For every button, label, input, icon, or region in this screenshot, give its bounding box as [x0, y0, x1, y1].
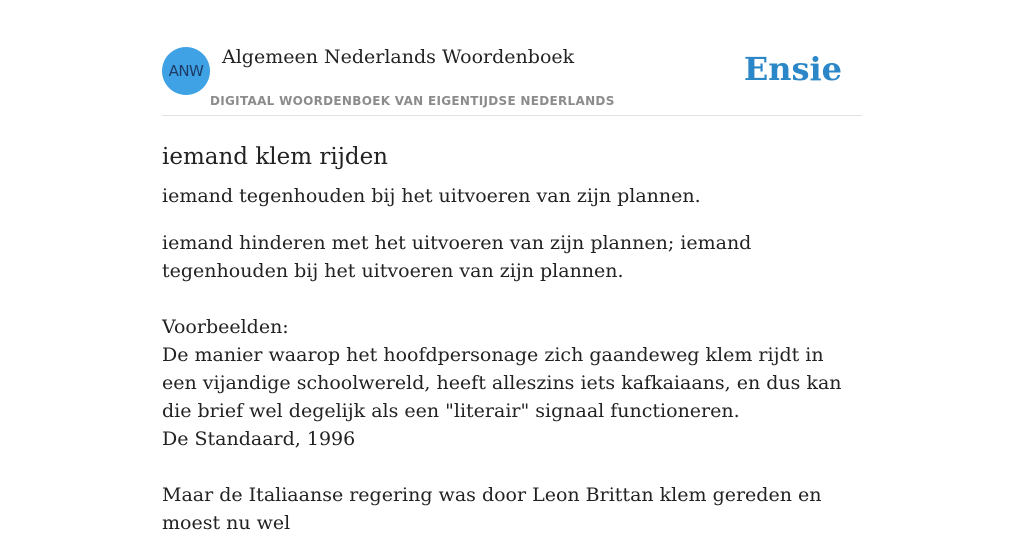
site-header: [162, 0, 862, 116]
anw-logo[interactable]: ANW: [162, 47, 210, 95]
site-subtitle: DIGITAAL WOORDENBOEK VAN EIGENTIJDSE NEDERLANDS: [210, 94, 615, 108]
examples-label: Voorbeelden:: [162, 316, 289, 338]
ensie-logo[interactable]: Ensie: [743, 50, 842, 88]
spacer: [162, 285, 862, 313]
definition-block: [162, 229, 862, 537]
site-title[interactable]: Algemeen Nederlands Woordenboek: [222, 46, 575, 68]
example-text: Maar de Italiaanse regering was door Leon Brittan klem gereden en moest nu wel: [162, 484, 822, 534]
example-source: De Standaard, 1996: [162, 428, 356, 450]
short-definition: iemand tegenhouden bij het uitvoeren van zijn plannen.: [162, 185, 701, 207]
spacer: [162, 453, 862, 481]
entry-term: iemand klem rijden: [162, 144, 388, 170]
long-definition: iemand hinderen met het uitvoeren van zijn plannen; iemand tegenhouden bij het uitvoeren van zijn plannen.: [162, 232, 752, 282]
example-text: De manier waarop het hoofdpersonage zich gaandeweg klem rijdt in een vijandige schoolwereld, heeft alleszins iets kafkaiaans, en dus kan die brief wel degelijk als een "literair" signaal functioneren.: [162, 344, 842, 422]
page-container: [162, 0, 862, 537]
